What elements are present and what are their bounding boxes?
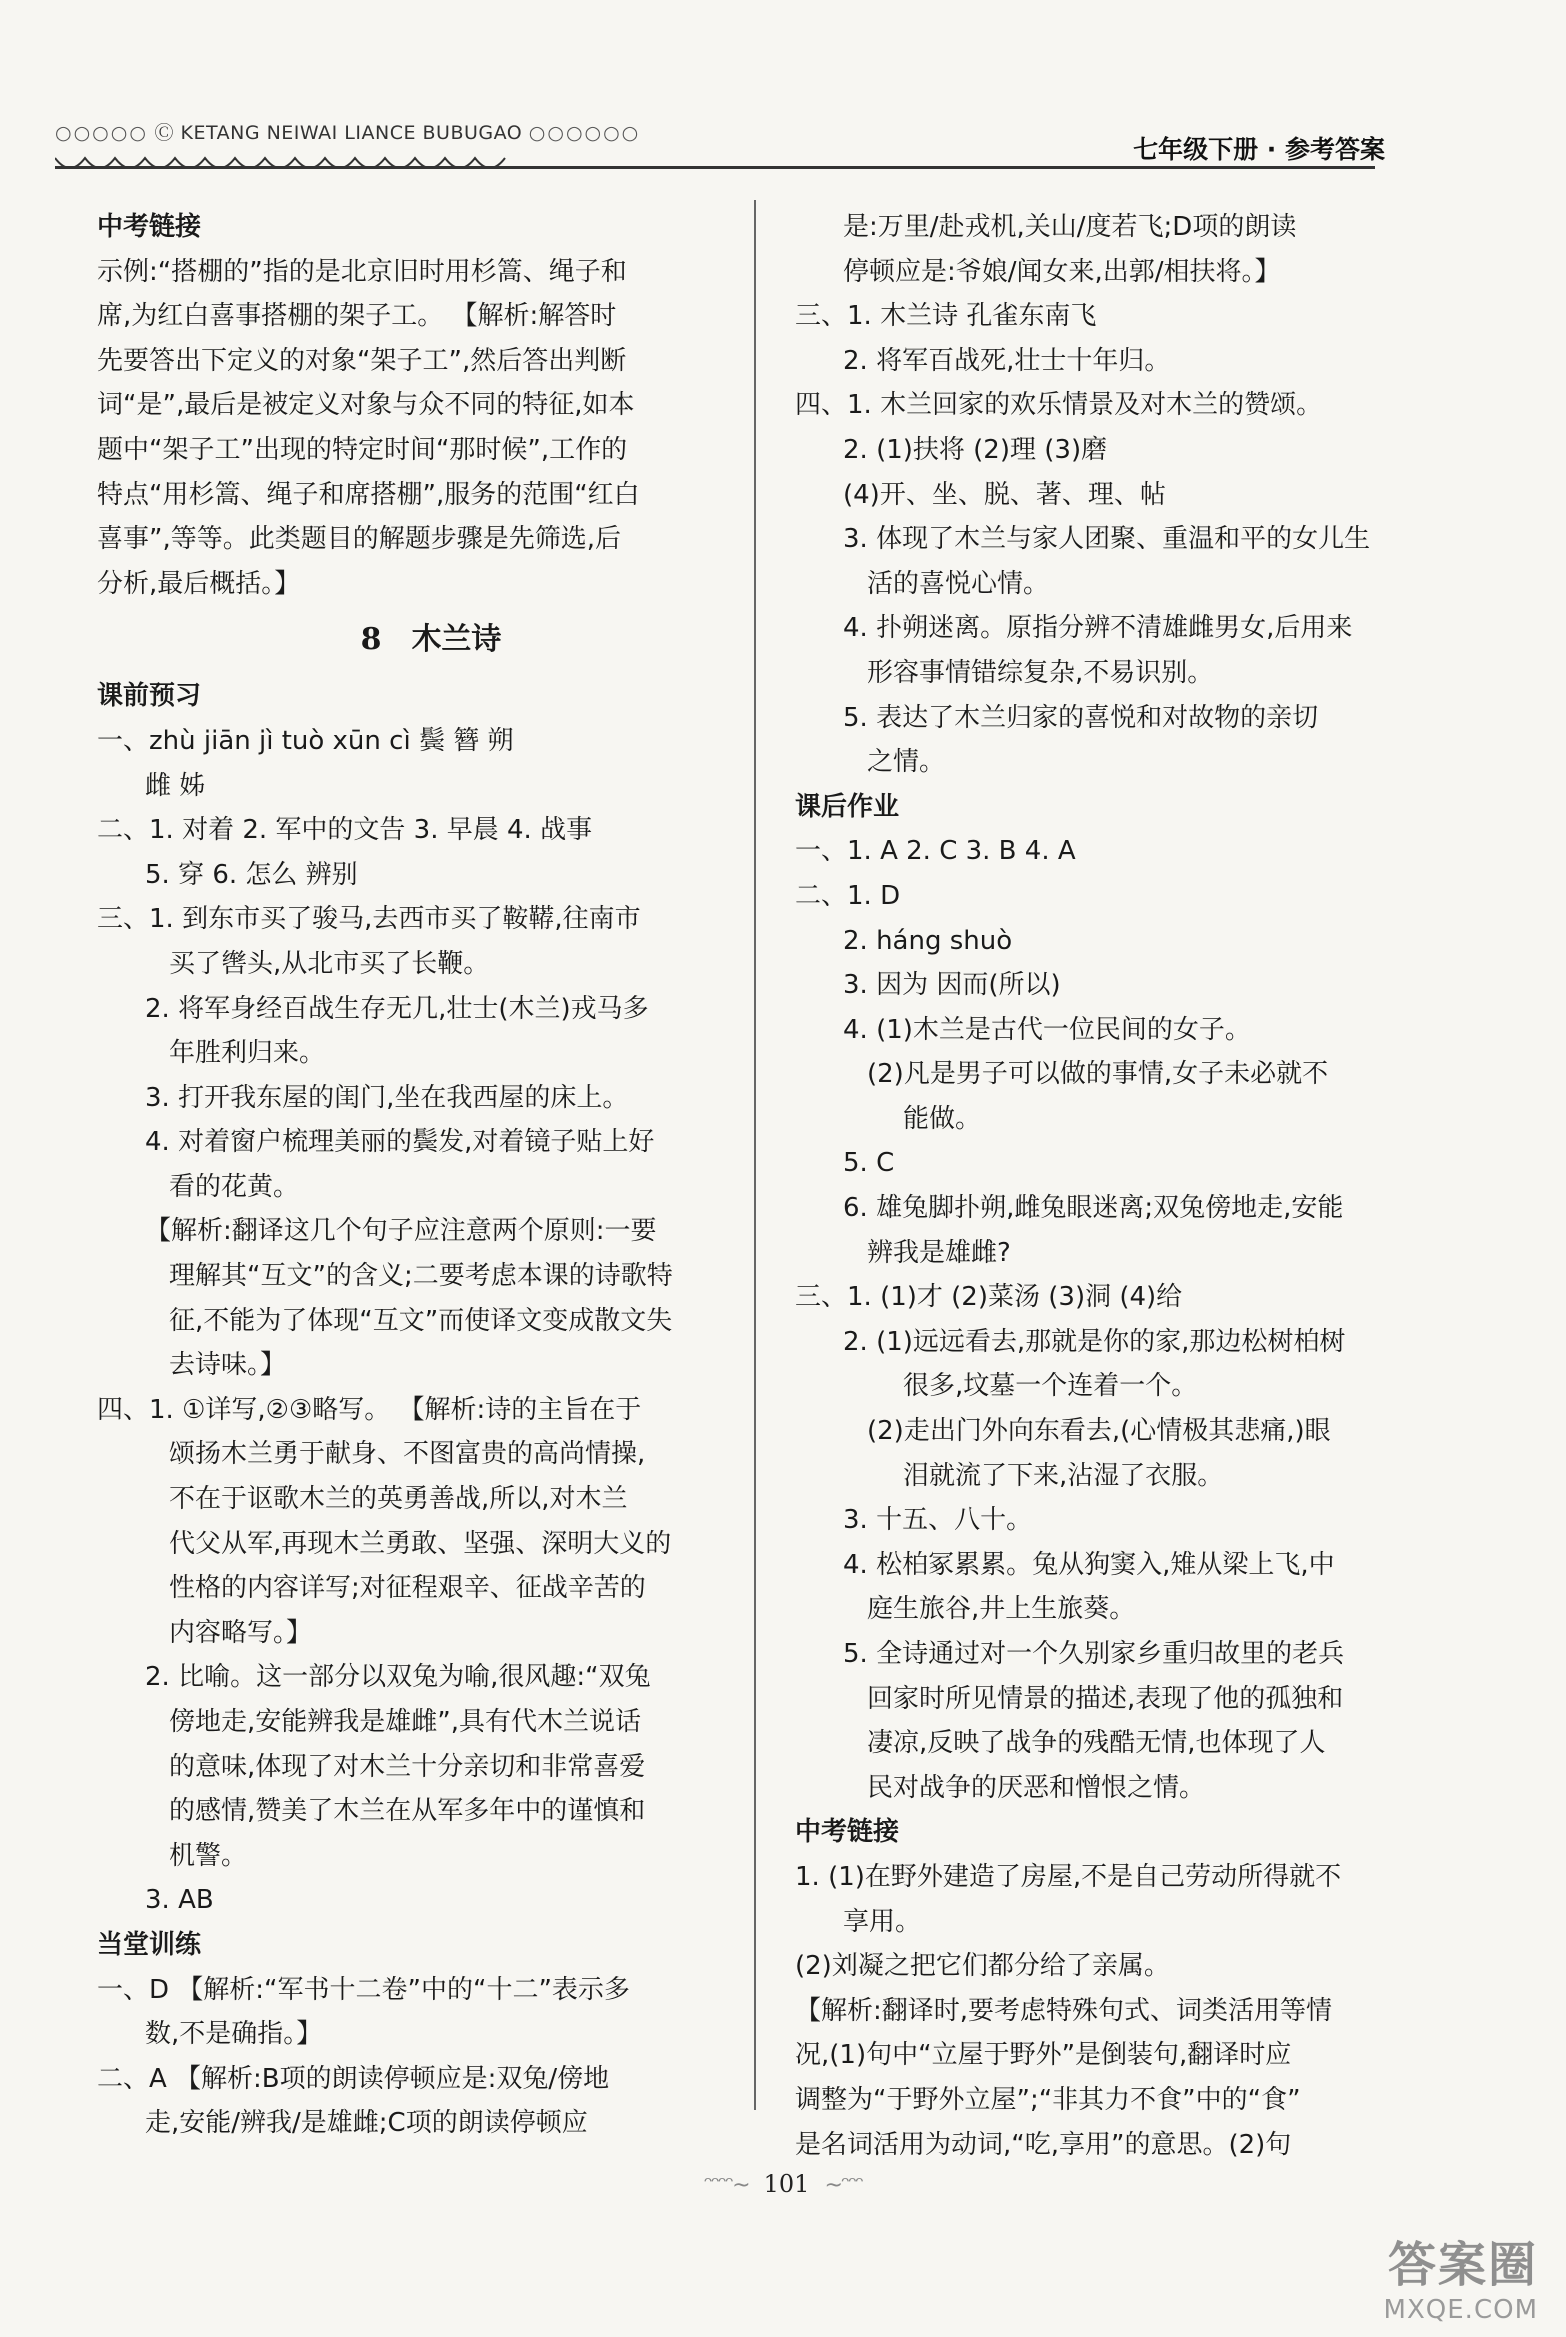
- text-line: 庭生旅谷,井上生旅葵。: [867, 1594, 1136, 1625]
- text-line: 享用。: [843, 1906, 922, 1937]
- logo-icon: Ⓒ: [154, 122, 174, 144]
- decorative-dots-right: ○○○○○○: [528, 122, 641, 144]
- text-line: 三、1. 到东市买了骏马,去西市买了鞍鞯,往南市: [97, 904, 641, 935]
- text-line: 四、1. ①详写,②③略写。 【解析:诗的主旨在于: [97, 1394, 642, 1425]
- text-line: 傍地走,安能辨我是雄雌”,具有代木兰说话: [169, 1707, 641, 1737]
- text-line: 6. 雄兔脚扑朔,雌兔眼迷离;双兔傍地走,安能: [843, 1193, 1344, 1224]
- text-line: 【解析:翻译这几个句子应注意两个原则:一要: [145, 1216, 657, 1247]
- text-line: 1. (1)在野外建造了房屋,不是自己劳动所得就不: [795, 1861, 1342, 1892]
- text-line: 四、1. 木兰回家的欢乐情景及对木兰的赞颂。: [795, 390, 1323, 421]
- footer-ornament-left: ᵔᵔᵔᵔ~: [703, 2173, 749, 2198]
- text-line: 回家时所见情景的描述,表现了他的孤独和: [867, 1683, 1344, 1714]
- text-line: 二、1. 对着 2. 军中的文告 3. 早晨 4. 战事: [97, 815, 593, 846]
- watermark: [1384, 2226, 1538, 2325]
- text-line: 【解析:翻译时,要考虑特殊句式、词类活用等情: [795, 1995, 1333, 2026]
- text-line: 一、D 【解析:“军书十二卷”中的“十二”表示多: [97, 1974, 630, 2005]
- text-line: 2. 将军百战死,壮士十年归。: [843, 345, 1171, 376]
- lesson-number: 8: [360, 622, 382, 658]
- text-line: 之情。: [867, 747, 946, 778]
- text-line: 活的喜悦心情。: [867, 568, 1050, 599]
- text-line: 5. 表达了木兰归家的喜悦和对故物的亲切: [843, 702, 1319, 733]
- footer-ornament-right: ~ᵔᵔᵔ: [824, 2173, 863, 2198]
- text-line: 三、1. 木兰诗 孔雀东南飞: [795, 301, 1097, 332]
- section-heading: 中考链接: [97, 212, 202, 242]
- header-rule: [55, 166, 1375, 169]
- text-line: 席,为红白喜事搭棚的架子工。 【解析:解答时: [97, 301, 617, 332]
- text-line: 去诗味。】: [169, 1350, 287, 1381]
- text-line: 5. 全诗通过对一个久别家乡重归故里的老兵: [843, 1639, 1345, 1669]
- text-line: 辨我是雄雌?: [867, 1237, 1011, 1268]
- text-line: 题中“架子工”出现的特定时间“那时候”,工作的: [97, 434, 628, 465]
- text-line: 是名词活用为动词,“吃,享用”的意思。(2)句: [795, 2129, 1292, 2160]
- section-heading: 课前预习: [97, 681, 202, 712]
- text-line: 词“是”,最后是被定义对象与众不同的特征,如本: [97, 390, 635, 421]
- page-number: 101: [763, 2170, 810, 2198]
- text-line: 3. AB: [145, 1885, 214, 1916]
- text-line: 3. 体现了木兰与家人团聚、重温和平的女儿生: [843, 524, 1371, 555]
- text-line: 特点“用杉篙、绳子和席搭棚”,服务的范围“红白: [97, 479, 640, 510]
- text-line: 5. 穿 6. 怎么 辨别: [145, 859, 358, 890]
- watermark-url: MXQE.COM: [1383, 2295, 1538, 2325]
- text-line: 的感情,赞美了木兰在从军多年中的谨慎和: [169, 1796, 646, 1827]
- grade-label: 七年级下册 · 参考答案: [1133, 135, 1385, 164]
- text-line: 数,不是确指。】: [145, 2019, 323, 2050]
- text-line: 4. (1)木兰是古代一位民间的女子。: [843, 1014, 1251, 1045]
- text-line: 征,不能为了体现“互文”而使译文变成散文失: [169, 1305, 673, 1336]
- text-line: 机警。: [169, 1840, 248, 1871]
- series-label: KETANG NEIWAI LIANCE BUBUGAO: [180, 122, 523, 144]
- text-line: 三、1. (1)才 (2)菜汤 (3)洞 (4)给: [795, 1282, 1183, 1313]
- text-line: 二、A 【解析:B项的朗读停顿应是:双兔/傍地: [97, 2063, 610, 2094]
- text-line: 是:万里/赴戎机,关山/度若飞;D项的朗读: [843, 212, 1297, 242]
- text-line: 示例:“搭棚的”指的是北京旧时用杉篙、绳子和: [97, 256, 627, 287]
- text-line: 3. 十五、八十。: [843, 1505, 1033, 1536]
- text-line: 内容略写。】: [169, 1617, 313, 1648]
- text-line: (4)开、坐、脱、著、理、帖: [843, 479, 1166, 510]
- text-line: 泪就流了下来,沾湿了衣服。: [903, 1460, 1224, 1491]
- text-line: 二、1. D: [795, 880, 901, 911]
- text-line: 4. 对着窗户梳理美丽的鬓发,对着镜子贴上好: [145, 1127, 655, 1158]
- series-banner: [55, 118, 640, 145]
- text-line: 分析,最后概括。】: [97, 568, 301, 599]
- text-line: 代父从军,再现木兰勇敢、坚强、深明大义的: [169, 1528, 672, 1559]
- section-heading: 当堂训练: [97, 1929, 202, 1960]
- text-line: 的意味,体现了对木兰十分亲切和非常喜爱: [169, 1751, 646, 1782]
- text-line: (2)走出门外向东看去,(心情极其悲痛,)眼: [867, 1416, 1331, 1447]
- text-line: 4. 松柏冢累累。兔从狗窦入,雉从梁上飞,中: [843, 1549, 1335, 1580]
- text-line: 喜事”,等等。此类题目的解题步骤是先筛选,后: [97, 524, 621, 555]
- text-line: 雌 姊: [145, 770, 206, 801]
- text-line: 凄凉,反映了战争的残酷无情,也体现了人: [867, 1728, 1326, 1759]
- text-line: 能做。: [903, 1103, 982, 1134]
- page-footer: [0, 2170, 1566, 2198]
- text-line: 很多,坟墓一个连着一个。: [903, 1371, 1198, 1402]
- text-line: 买了辔头,从北市买了长鞭。: [169, 948, 490, 979]
- section-heading: 中考链接: [795, 1817, 900, 1848]
- left-column: [97, 205, 765, 2146]
- text-line: 调整为“于野外立屋”;“非其力不食”中的“食”: [795, 2084, 1301, 2115]
- text-line: (2)凡是男子可以做的事情,女子未必就不: [867, 1059, 1329, 1090]
- text-line: 一、zhù jiān jì tuò xūn cì 鬓 簪 朔: [97, 725, 514, 756]
- text-line: 性格的内容详写;对征程艰辛、征战辛苦的: [169, 1573, 646, 1604]
- text-line: 民对战争的厌恶和憎恨之情。: [867, 1772, 1206, 1803]
- text-line: 理解其“互文”的含义;二要考虑本课的诗歌特: [169, 1261, 673, 1292]
- section-heading: 课后作业: [795, 791, 900, 822]
- text-line: 看的花黄。: [169, 1171, 300, 1202]
- text-line: 停顿应是:爷娘/闻女来,出郭/相扶将。】: [843, 256, 1281, 287]
- text-line: 年胜利归来。: [169, 1038, 326, 1069]
- text-line: 颂扬木兰勇于献身、不图富贵的高尚情操,: [169, 1439, 646, 1470]
- text-line: (2)刘凝之把它们都分给了亲属。: [795, 1951, 1170, 1982]
- text-line: 2. (1)扶将 (2)理 (3)磨: [843, 434, 1108, 465]
- text-line: 4. 扑朔迷离。原指分辨不清雄雌男女,后用来: [843, 613, 1353, 644]
- decorative-dots-left: ○○○○○: [55, 122, 148, 144]
- text-line: 2. háng shuò: [843, 925, 1013, 956]
- text-line: 先要答出下定义的对象“架子工”,然后答出判断: [97, 345, 627, 376]
- page-header: [55, 118, 1385, 178]
- right-column: [795, 205, 1395, 2167]
- text-line: 2. (1)远远看去,那就是你的家,那边松树柏树: [843, 1326, 1346, 1357]
- watermark-logo: 答案圈: [1387, 2237, 1538, 2293]
- text-line: 一、1. A 2. C 3. B 4. A: [795, 836, 1076, 867]
- text-line: 形容事情错综复杂,不易识别。: [867, 657, 1214, 688]
- text-line: 走,安能/辨我/是雄雌;C项的朗读停顿应: [145, 2108, 588, 2139]
- text-line: 不在于讴歌木兰的英勇善战,所以,对木兰: [169, 1484, 628, 1515]
- lesson-title: [97, 606, 765, 674]
- text-line: 况,(1)句中“立屋于野外”是倒装句,翻译时应: [795, 2040, 1292, 2071]
- text-line: 3. 打开我东屋的闺门,坐在我西屋的床上。: [145, 1082, 629, 1113]
- lesson-name: 木兰诗: [411, 622, 502, 658]
- text-line: 2. 将军身经百战生存无几,壮士(木兰)戎马多: [145, 993, 649, 1024]
- text-line: 5. C: [843, 1148, 895, 1179]
- text-line: 3. 因为 因而(所以): [843, 970, 1061, 1001]
- text-line: 2. 比喻。这一部分以双兔为喻,很风趣:“双兔: [145, 1662, 651, 1693]
